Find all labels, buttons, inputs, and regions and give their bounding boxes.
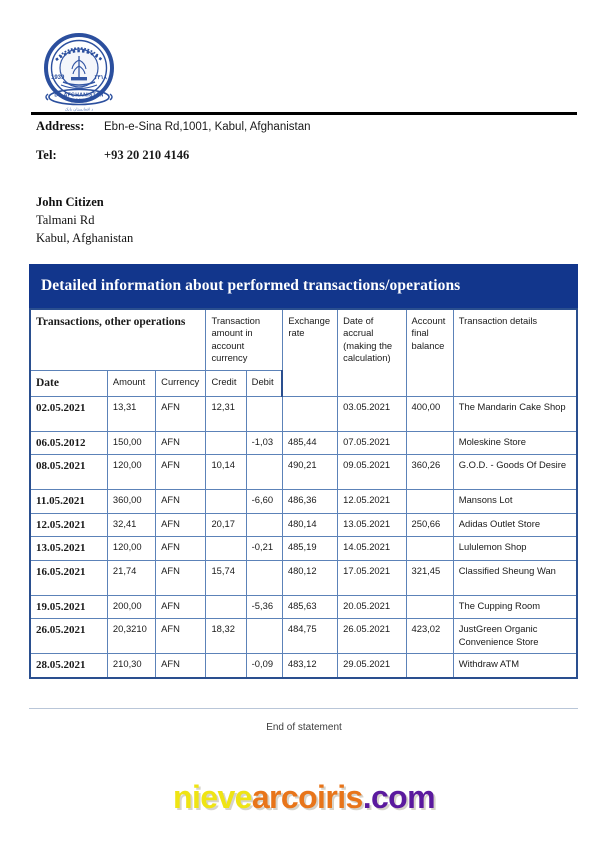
header-exchange-rate: Exchange rate (282, 309, 337, 396)
tel-label: Tel: (36, 148, 57, 162)
cell-credit: 12,31 (206, 396, 246, 431)
bank-contact-info (36, 119, 576, 177)
cell-debit (246, 560, 282, 595)
cell-exchange-rate: 485,44 (282, 431, 337, 455)
cell-currency: AFN (156, 654, 206, 678)
table-row[interactable] (30, 431, 577, 455)
address-value: Ebn-e-Sina Rd,1001, Kabul, Afghanistan (104, 121, 311, 133)
cell-debit: -5,36 (246, 595, 282, 619)
cell-debit (246, 396, 282, 431)
table-row[interactable] (30, 537, 577, 561)
cell-date-of-accrual: 13.05.2021 (338, 513, 406, 537)
cell-amount: 360,00 (107, 490, 155, 514)
cell-date-of-accrual: 03.05.2021 (338, 396, 406, 431)
cell-currency: AFN (156, 560, 206, 595)
table-row[interactable] (30, 654, 577, 678)
cell-exchange-rate: 484,75 (282, 619, 337, 654)
cell-final-balance: 360,26 (406, 455, 453, 490)
cell-final-balance (406, 595, 453, 619)
cell-amount: 21,74 (107, 560, 155, 595)
cell-credit: 18,32 (206, 619, 246, 654)
header-amount-account-currency: Transaction amount in account currency (206, 309, 282, 370)
address-row (36, 119, 576, 134)
cell-credit (206, 595, 246, 619)
cell-currency: AFN (156, 513, 206, 537)
cell-debit: -0,09 (246, 654, 282, 678)
cell-currency: AFN (156, 431, 206, 455)
cell-date-of-accrual: 20.05.2021 (338, 595, 406, 619)
cell-date-of-accrual: 07.05.2021 (338, 431, 406, 455)
transactions-table (29, 308, 578, 679)
cell-credit (206, 490, 246, 514)
cell-amount: 200,00 (107, 595, 155, 619)
cell-exchange-rate: 483,12 (282, 654, 337, 678)
header-date: Date (30, 370, 107, 396)
cell-transaction-details: G.O.D. - Goods Of Desire (453, 455, 577, 490)
transactions-table-body (30, 396, 577, 678)
statement-title-bar (29, 264, 578, 308)
transactions-table-wrapper (29, 308, 578, 679)
cell-amount: 32,41 (107, 513, 155, 537)
cell-date: 28.05.2021 (30, 654, 107, 678)
customer-name: John Citizen (36, 195, 104, 209)
cell-final-balance (406, 654, 453, 678)
cell-exchange-rate: 485,63 (282, 595, 337, 619)
header-transaction-details: Transaction details (453, 309, 577, 396)
cell-debit: -0,21 (246, 537, 282, 561)
cell-final-balance (406, 537, 453, 561)
cell-date: 02.05.2021 (30, 396, 107, 431)
cell-date: 11.05.2021 (30, 490, 107, 514)
table-group-header-row (30, 309, 577, 370)
watermark-part-2: arcoiris (251, 779, 363, 815)
cell-exchange-rate: 485,19 (282, 537, 337, 561)
cell-debit: -1,03 (246, 431, 282, 455)
cell-credit (206, 654, 246, 678)
cell-date: 16.05.2021 (30, 560, 107, 595)
header-currency: Currency (156, 370, 206, 396)
cell-currency: AFN (156, 595, 206, 619)
da-afghanistan-bank-seal-icon (36, 30, 122, 114)
customer-street: Talmani Rd (36, 212, 95, 227)
cell-transaction-details: Withdraw ATM (453, 654, 577, 678)
svg-text:DA AFGHANISTAN: DA AFGHANISTAN (54, 92, 104, 99)
watermark-part-1: nieve (173, 779, 252, 815)
cell-credit (206, 431, 246, 455)
table-row[interactable] (30, 490, 577, 514)
cell-final-balance (406, 431, 453, 455)
cell-exchange-rate: 480,14 (282, 513, 337, 537)
cell-currency: AFN (156, 396, 206, 431)
header-debit: Debit (246, 370, 282, 396)
cell-currency: AFN (156, 619, 206, 654)
cell-currency: AFN (156, 455, 206, 490)
header-credit: Credit (206, 370, 246, 396)
cell-date: 13.05.2021 (30, 537, 107, 561)
cell-date-of-accrual: 17.05.2021 (338, 560, 406, 595)
cell-amount: 210,30 (107, 654, 155, 678)
end-of-statement-text: End of statement (266, 722, 342, 733)
cell-final-balance: 423,02 (406, 619, 453, 654)
table-row[interactable] (30, 619, 577, 654)
cell-date-of-accrual: 29.05.2021 (338, 654, 406, 678)
cell-date: 19.05.2021 (30, 595, 107, 619)
cell-date: 26.05.2021 (30, 619, 107, 654)
svg-text:1939: 1939 (51, 75, 65, 81)
cell-final-balance (406, 490, 453, 514)
cell-exchange-rate: 490,21 (282, 455, 337, 490)
cell-final-balance: 400,00 (406, 396, 453, 431)
cell-date: 08.05.2021 (30, 455, 107, 490)
cell-amount: 20,3210 (107, 619, 155, 654)
cell-debit (246, 513, 282, 537)
header-date-of-accrual: Date of accrual (making the calculation) (338, 309, 406, 396)
cell-final-balance: 250,66 (406, 513, 453, 537)
cell-transaction-details: Adidas Outlet Store (453, 513, 577, 537)
cell-credit: 15,74 (206, 560, 246, 595)
address-label: Address: (36, 119, 85, 133)
header-transactions-group: Transactions, other operations (30, 309, 206, 370)
cell-transaction-details: Moleskine Store (453, 431, 577, 455)
cell-date-of-accrual: 26.05.2021 (338, 619, 406, 654)
cell-credit: 20,17 (206, 513, 246, 537)
cell-debit (246, 619, 282, 654)
bank-logo (36, 30, 122, 114)
tel-row (36, 148, 576, 163)
header-divider (31, 112, 577, 115)
cell-amount: 120,00 (107, 455, 155, 490)
tel-value: +93 20 210 4146 (104, 148, 190, 162)
customer-city: Kabul, Afghanistan (36, 230, 134, 245)
cell-date: 12.05.2021 (30, 513, 107, 537)
footer-divider (29, 708, 578, 709)
cell-debit (246, 455, 282, 490)
cell-credit: 10,14 (206, 455, 246, 490)
table-row[interactable] (30, 560, 577, 595)
cell-date: 06.05.2012 (30, 431, 107, 455)
cell-amount: 120,00 (107, 537, 155, 561)
table-row[interactable] (30, 595, 577, 619)
cell-date-of-accrual: 14.05.2021 (338, 537, 406, 561)
watermark-part-3: .com (362, 779, 435, 815)
cell-transaction-details: The Mandarin Cake Shop (453, 396, 577, 431)
cell-transaction-details: The Cupping Room (453, 595, 577, 619)
cell-amount: 150,00 (107, 431, 155, 455)
cell-transaction-details: Lululemon Shop (453, 537, 577, 561)
statement-title: Detailed information about performed transactions/operations (41, 277, 461, 294)
table-row[interactable] (30, 396, 577, 431)
cell-currency: AFN (156, 490, 206, 514)
cell-exchange-rate: 480,12 (282, 560, 337, 595)
cell-date-of-accrual: 12.05.2021 (338, 490, 406, 514)
cell-transaction-details: Mansons Lot (453, 490, 577, 514)
cell-credit (206, 537, 246, 561)
cell-transaction-details: Classified Sheung Wan (453, 560, 577, 595)
cell-transaction-details: JustGreen Organic Convenience Store (453, 619, 577, 654)
header-account-final-balance: Account final balance (406, 309, 453, 396)
cell-exchange-rate (282, 396, 337, 431)
table-row[interactable] (30, 455, 577, 490)
cell-date-of-accrual: 09.05.2021 (338, 455, 406, 490)
svg-text:د افغانستان بانک: د افغانستان بانک (64, 106, 94, 112)
cell-exchange-rate: 486,36 (282, 490, 337, 514)
customer-address-block (36, 194, 133, 247)
svg-text:١٣١٨: ١٣١٨ (94, 75, 107, 81)
cell-debit: -6,60 (246, 490, 282, 514)
cell-final-balance: 321,45 (406, 560, 453, 595)
cell-amount: 13,31 (107, 396, 155, 431)
site-watermark (0, 779, 608, 816)
table-row[interactable] (30, 513, 577, 537)
cell-currency: AFN (156, 537, 206, 561)
header-amount: Amount (107, 370, 155, 396)
svg-text:BANK: BANK (71, 98, 87, 105)
